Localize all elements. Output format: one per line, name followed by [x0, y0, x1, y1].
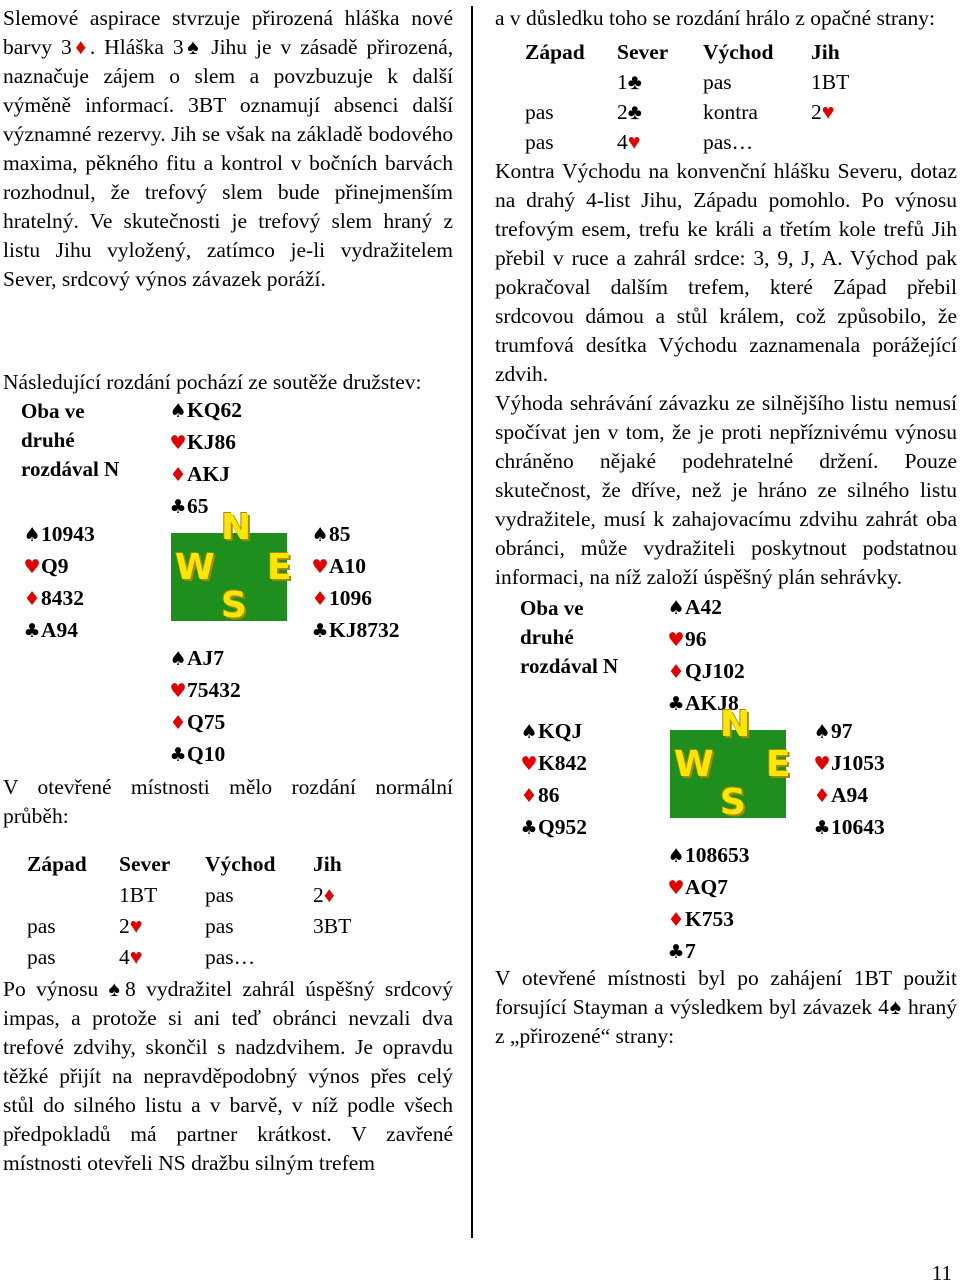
- bridge-deal: [495, 594, 957, 964]
- diamond-icon: ♦: [23, 588, 41, 610]
- compass-west-letter: W: [175, 547, 215, 588]
- bidding-header: Sever: [119, 852, 171, 876]
- compass-west-letter: W: [674, 744, 714, 785]
- bidding-header: Západ: [525, 40, 585, 64]
- paragraph: Kontra Východu na konvenční hlášku Severu, dotaz na drahý 4-list Jihu, Západu pomohlo. Po výnosu trefovým esem, trefu ke králi a třetím kole trefů Jih přebil v ruce a zahrál srdce: 3, 9, J, A. Východ pak pokračoval dalším trefem, které Západ přebil srdcovou dámou a stůl králem, což způsobilo, že trumfová desítka Východu zaznamenala porážející zdvih.: [495, 159, 957, 386]
- heart-icon: ♥: [169, 680, 187, 702]
- heart-icon: ♥: [667, 629, 685, 651]
- bidding-table: [3, 849, 453, 973]
- north-hand: [169, 395, 242, 523]
- paragraph: Slemové aspirace stvrzuje přirozená hláška nové barvy 3♦. Hláška 3♠ Jihu je v zásadě přirozená, naznačuje zájem o slem a povzbuzuje k další výměně informací. 3BT oznamují absenci další významné rezervy. Jih se však na základě bodového maxima, pěkného fitu a kontrol v bočních barvách rozhodnul, že trefový slem bude přinejmenším hratelný. Ve skutečnosti je trefový slem hraný z listu Jihu vyložený, zatímco je-li vydražitelem Sever, srdcový výnos závazek poráží.: [3, 6, 454, 291]
- bid-cell: 1BT: [811, 70, 850, 94]
- paragraph: Následující rozdání pochází ze soutěže družstev:: [3, 370, 422, 394]
- deal-info: [520, 594, 660, 681]
- bridge-deal: [3, 397, 453, 767]
- bidding-header: Jih: [811, 40, 840, 64]
- paragraph: V otevřené místnosti byl po zahájení 1BT použit forsující Stayman a výsledkem byl závazek 4♠ hraný z „přirozené“ strany:: [495, 966, 957, 1048]
- deal-info-line: rozdával N: [21, 457, 120, 481]
- club-holding: ♣A94: [23, 615, 95, 647]
- diamond-icon: ♦: [311, 588, 329, 610]
- bid-cell: [525, 67, 617, 97]
- heart-icon: ♥: [813, 753, 831, 775]
- spade-holding: ♠97: [813, 716, 885, 748]
- club-icon: ♣: [311, 620, 329, 642]
- heart-icon: ♥: [169, 432, 187, 454]
- right-column: [495, 4, 957, 1051]
- east-hand: [813, 716, 885, 844]
- spade-holding: ♠108653: [667, 840, 750, 872]
- club-holding: ♣Q10: [169, 739, 241, 771]
- club-holding: ♣7: [667, 936, 750, 968]
- club-icon: ♣: [169, 744, 187, 766]
- paragraph: Po výnosu ♠8 vydražitel zahrál úspěšný srdcový impas, a protože si ani teď obránci nevzali dva trefové zdvihy, skončil s nadzdvihem. Je opravdu těžké přijít na nepravděpodobný výnos přes celý stůl do silného listu a v barvě, v níž podle všech předpokladů má partner krátkost. V zavřené místnosti otevřeli NS dražbu silným trefem: [3, 977, 453, 1175]
- club-icon: ♣: [667, 941, 685, 963]
- diamond-holding: ♦QJ102: [667, 656, 745, 688]
- club-holding: ♣AKJ8: [667, 688, 745, 720]
- heart-icon: ♥: [821, 100, 835, 124]
- heart-holding: ♥J1053: [813, 748, 885, 780]
- bid-cell: [811, 127, 901, 157]
- spade-icon: ♠: [311, 524, 329, 546]
- bid-cell: 1♣: [617, 70, 642, 94]
- heart-holding: ♥96: [667, 624, 745, 656]
- diamond-holding: ♦8432: [23, 583, 95, 615]
- page-number: 11: [931, 1261, 952, 1285]
- north-hand: [667, 592, 745, 720]
- bidding-header: Sever: [617, 40, 669, 64]
- spade-icon: ♠: [667, 597, 685, 619]
- bid-cell: pas: [525, 130, 554, 154]
- heart-icon: ♥: [520, 753, 538, 775]
- club-holding: ♣10643: [813, 812, 885, 844]
- club-icon: ♣: [169, 496, 187, 518]
- club-holding: ♣Q952: [520, 812, 587, 844]
- heart-holding: ♥75432: [169, 675, 241, 707]
- spade-icon: ♠: [520, 721, 538, 743]
- compass-north-letter: N: [221, 507, 252, 548]
- deal-info-line: Oba ve: [21, 399, 85, 423]
- diamond-icon: ♦: [667, 909, 685, 931]
- heart-holding: ♥A10: [311, 551, 399, 583]
- diamond-icon: ♦: [667, 661, 685, 683]
- bidding-header: Jih: [313, 852, 342, 876]
- west-hand: [520, 716, 587, 844]
- compass-south-letter: S: [720, 782, 746, 823]
- bid-cell: 3BT: [313, 914, 352, 938]
- heart-icon: ♥: [311, 556, 329, 578]
- bid-cell: [313, 942, 403, 973]
- compass-north-letter: N: [720, 704, 751, 745]
- diamond-holding: ♦86: [520, 780, 587, 812]
- bid-cell: 4♥: [617, 130, 641, 154]
- bid-cell: 1BT: [119, 883, 158, 907]
- heart-icon: ♥: [667, 877, 685, 899]
- bid-cell: 2♥: [119, 914, 143, 938]
- deal-info-line: Oba ve: [520, 596, 584, 620]
- bid-cell: pas…: [703, 130, 754, 154]
- bidding-header: Východ: [703, 40, 774, 64]
- diamond-holding: ♦Q75: [169, 707, 241, 739]
- bidding-table: [495, 37, 957, 157]
- bid-cell: pas: [205, 914, 234, 938]
- diamond-holding: ♦A94: [813, 780, 885, 812]
- bidding-header: Východ: [205, 852, 276, 876]
- south-hand: [169, 643, 241, 771]
- diamond-icon: ♦: [520, 785, 538, 807]
- bid-cell: 2♥: [811, 100, 835, 124]
- bid-cell: pas…: [205, 945, 256, 969]
- diamond-icon: ♦: [169, 712, 187, 734]
- bid-cell: 2♦: [313, 883, 335, 907]
- paragraph: a v důsledku toho se rozdání hrálo z opačné strany:: [495, 6, 936, 30]
- diamond-icon: ♦: [71, 35, 90, 59]
- bid-cell: [27, 880, 119, 911]
- diamond-holding: ♦K753: [667, 904, 750, 936]
- paragraph: V otevřené místnosti mělo rozdání normální průběh:: [3, 775, 453, 828]
- diamond-icon: ♦: [323, 883, 335, 907]
- compass-south-letter: S: [221, 585, 247, 626]
- west-hand: [23, 519, 95, 647]
- diamond-holding: ♦1096: [311, 583, 399, 615]
- club-holding: ♣65: [169, 491, 242, 523]
- spade-holding: ♠AJ7: [169, 643, 241, 675]
- bid-cell: pas: [27, 914, 56, 938]
- club-icon: ♣: [520, 817, 538, 839]
- spade-holding: ♠A42: [667, 592, 745, 624]
- bid-cell: kontra: [703, 100, 758, 124]
- compass-east-letter: E: [267, 547, 292, 588]
- bid-cell: 4♥: [119, 945, 143, 969]
- compass-east-letter: E: [766, 744, 791, 785]
- bid-cell: pas: [525, 100, 554, 124]
- club-icon: ♣: [23, 620, 41, 642]
- spade-holding: ♠85: [311, 519, 399, 551]
- heart-icon: ♥: [129, 914, 143, 938]
- compass-table: [670, 704, 791, 823]
- diamond-holding: ♦AKJ: [169, 459, 242, 491]
- heart-holding: ♥KJ86: [169, 427, 242, 459]
- east-hand: [311, 519, 399, 647]
- spade-holding: ♠10943: [23, 519, 95, 551]
- bid-cell: pas: [205, 883, 234, 907]
- deal-info: [21, 397, 161, 484]
- spade-holding: ♠KQJ: [520, 716, 587, 748]
- club-icon: ♣: [667, 693, 685, 715]
- spade-holding: ♠KQ62: [169, 395, 242, 427]
- club-icon: ♣: [813, 817, 831, 839]
- south-hand: [667, 840, 750, 968]
- deal-info-line: druhé: [520, 625, 574, 649]
- column-divider: [471, 6, 473, 1238]
- compass-table: [171, 507, 292, 626]
- heart-icon: ♥: [627, 130, 641, 154]
- deal-info-line: rozdával N: [520, 654, 619, 678]
- heart-holding: ♥Q9: [23, 551, 95, 583]
- bid-cell: 2♣: [617, 100, 642, 124]
- bid-cell: pas: [27, 945, 56, 969]
- heart-holding: ♥K842: [520, 748, 587, 780]
- spade-icon: ♠: [667, 845, 685, 867]
- left-column: [3, 4, 453, 1178]
- club-holding: ♣KJ8732: [311, 615, 399, 647]
- spade-icon: ♠: [23, 524, 41, 546]
- spade-icon: ♠: [169, 400, 187, 422]
- heart-icon: ♥: [129, 945, 143, 969]
- spade-icon: ♠: [813, 721, 831, 743]
- heart-holding: ♥AQ7: [667, 872, 750, 904]
- bid-cell: pas: [703, 70, 732, 94]
- heart-icon: ♥: [23, 556, 41, 578]
- bidding-header: Západ: [27, 852, 87, 876]
- diamond-icon: ♦: [813, 785, 831, 807]
- paragraph: Výhoda sehrávání závazku ze silnějšího listu nemusí spočívat jen v tom, že je proti nepříznivému výnosu chráněno nějaké podehratelné držení. Pouze skutečnost, že dříve, než je hráno ze silného listu vydražitele, musí k zahajovacímu zdvihu zahrát oba obránci, může vydražiteli poskytnout podstatnou informaci, na níž založí úspěšný plán sehrávky.: [495, 391, 957, 589]
- spade-icon: ♠: [169, 648, 187, 670]
- deal-info-line: druhé: [21, 428, 75, 452]
- diamond-icon: ♦: [169, 464, 187, 486]
